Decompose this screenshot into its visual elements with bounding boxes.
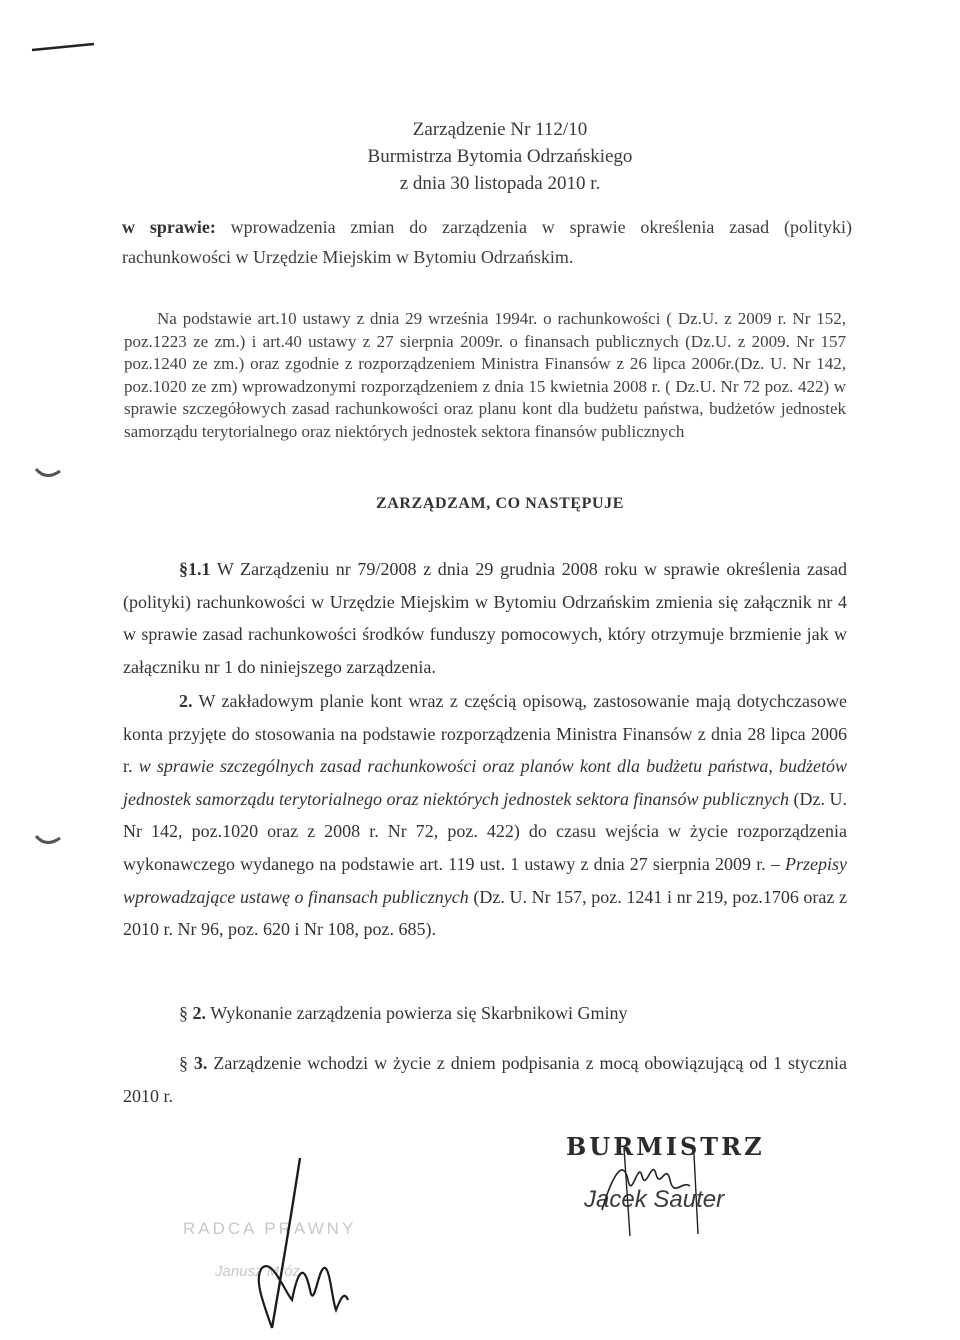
- section-2: § 2. Wykonanie zarządzenia powierza się Skarbnikowi Gminy: [179, 1003, 628, 1023]
- mayor-signature: [594, 1140, 714, 1240]
- point-2-regulation-title: w sprawie szczególnych zasad rachunkowości oraz planów kont dla budżetu państwa, budżetów jednostek samorządu terytorialnego oraz niektórych jednostek sektora finansów publicznych: [123, 756, 848, 809]
- punch-hole-mark-bottom: [34, 832, 64, 852]
- punch-hole-mark-top: [34, 465, 64, 485]
- point-2-text-b: (Dz. U. Nr 142, poz.1020 oraz z 2008 r. Nr 72, poz. 422) do czasu wejścia w życie rozporządzenia wykonawczego wydanego na podstawie art. 119 ust. 1 ustawy z dnia 27 sierpnia 2009 r. –: [123, 788, 847, 874]
- legal-advisor-name: Janusz Mróz: [215, 1263, 301, 1280]
- point-2-act-title: Przepisy wprowadzające ustawę o finansach publicznych: [123, 853, 848, 907]
- section-2-marker: 2.: [192, 1003, 206, 1023]
- section-1-text: W Zarządzeniu nr 79/2008 z dnia 29 grudnia 2008 roku w sprawie określenia zasad (polityki) rachunkowości w Urzędzie Miejskim w Bytomiu Odrzańskim zmienia się załącznik nr 4 w sprawie zasad rachunkowości środków funduszy pomocowych, który otrzymuje brzmienie jak w załączniku nr 1 do niniejszego zarządzenia.: [123, 559, 847, 677]
- section-1-point-2: [123, 685, 847, 946]
- document-date: z dnia 30 listopada 2010 r.: [399, 173, 601, 194]
- section-1-marker: §1.1: [179, 559, 211, 579]
- legal-advisor-signature: [232, 1150, 352, 1335]
- subject: [122, 212, 852, 272]
- subject-text: wprowadzenia zmian do zarządzenia w sprawie określenia zasad (polityki) rachunkowości w Urzędzie Miejskim w Bytomiu Odrzańskim.: [122, 217, 852, 267]
- scan-mark: [30, 40, 100, 60]
- legal-basis: Na podstawie art.10 ustawy z dnia 29 września 1994r. o rachunkowości ( Dz.U. z 2009 r. Nr 152, poz.1223 ze zm.) i art.40 ustawy z 27 sierpnia 2009r. o finansach publicznych (Dz.U. z 2009. Nr 157 poz.1240 ze zm.) oraz zgodnie z rozporządzeniem Ministra Finansów z 26 lipca 2006r.(Dz. U. Nr 142, poz.1020 ze zm) wprowadzonymi rozporządzeniem z dnia 15 kwietnia 2008 r. ( Dz.U. Nr 72 poz. 422) w sprawie szczegółowych zasad rachunkowości oraz planu kont dla budżetu państwa, budżetów jednostek samorządu terytorialnego oraz niektórych jednostek sektora finansów publicznych: [124, 309, 846, 441]
- point-2-text-a: W zakładowym planie kont wraz z częścią opisową, zastosowanie mają dotychczasowe konta przyjęte do stosowania na podstawie rozporządzenia Ministra Finansów z dnia 28 lipca 2006 r.: [123, 691, 847, 777]
- subject-label: w sprawie:: [122, 217, 216, 237]
- mayor-stamp-title: BURMISTRZ: [566, 1132, 765, 1161]
- decree-heading: ZARZĄDZAM, CO NASTĘPUJE: [375, 495, 625, 512]
- mayor-stamp: [558, 1132, 765, 1252]
- mayor-stamp-name: Jacek Sauter: [584, 1186, 725, 1213]
- point-2-text-c: (Dz. U. Nr 157, poz. 1241 i nr 219, poz.1706 oraz z 2010 r. Nr 96, poz. 620 i Nr 108, poz. 685).: [123, 886, 847, 940]
- document-header: [0, 116, 960, 197]
- document-number: Zarządzenie Nr 112/10: [412, 119, 588, 140]
- section-1: [123, 553, 847, 683]
- issuer: Burmistrza Bytomia Odrzańskiego: [367, 146, 633, 167]
- section-3: § 3. Zarządzenie wchodzi w życie z dniem podpisania z mocą obowiązującą od 1 stycznia 2010 r.: [123, 1053, 848, 1106]
- section-3-text: Zarządzenie wchodzi w życie z dniem podpisania z mocą obowiązującą od 1 stycznia 2010 r.: [123, 1053, 848, 1106]
- legal-advisor-title: RADCA PRAWNY: [183, 1219, 357, 1238]
- section-2-text: Wykonanie zarządzenia powierza się Skarbnikowi Gminy: [210, 1003, 628, 1023]
- section-3-marker: 3.: [193, 1053, 208, 1073]
- point-2-marker: 2.: [179, 691, 193, 711]
